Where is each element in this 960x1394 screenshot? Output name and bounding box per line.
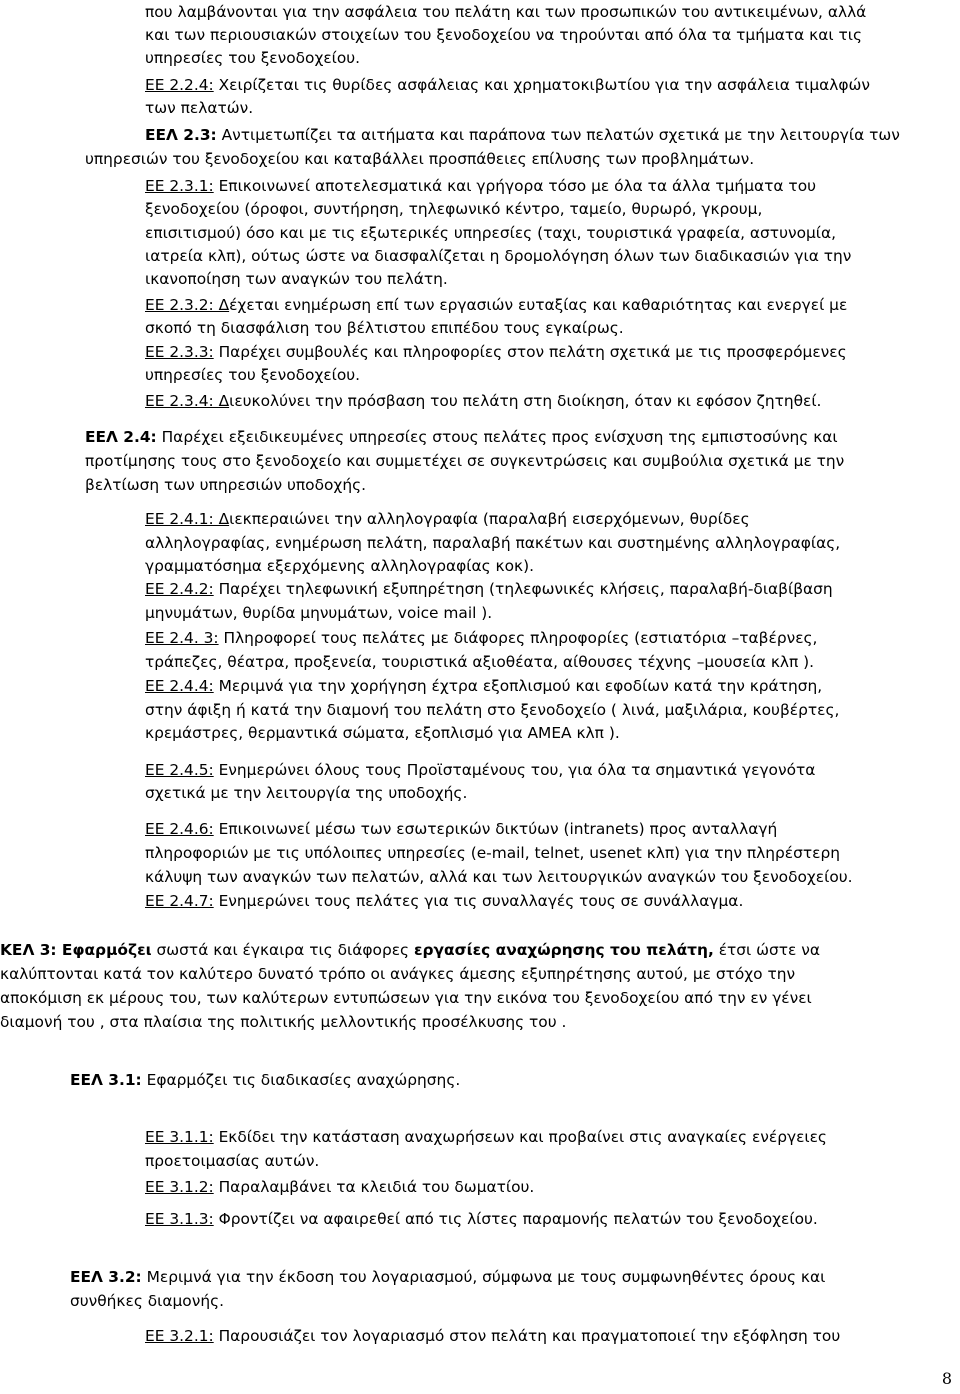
text-line: αποκόμιση εκ μέρους του, των καλύτερων εντυπώσεων για την εικόνα του ξενοδοχείου από την εν γένει	[0, 989, 812, 1007]
text-line: διαμονή του , στα πλαίσια της πολιτικής μελλοντικής προσέλκυσης του .	[0, 1013, 567, 1031]
item-code: ΕΕ 2.3.1:	[145, 177, 214, 195]
text-line: Αντιμετωπίζει τα αιτήματα και παράπονα των πελατών σχετικά με την λειτουργία των	[216, 126, 900, 144]
text-line: Παρουσιάζει τον λογαριασμό στον πελάτη και πραγματοποιεί την εξόφληση του	[213, 1327, 841, 1345]
section-heading: ΚΕΛ 3: Εφαρμόζει	[0, 941, 152, 959]
text-line: Πληροφορεί τους πελάτες με διάφορες πληροφορίες (εστιατόρια –ταβέρνες,	[218, 629, 818, 647]
item-code: ΕΕΛ 3.2:	[70, 1268, 142, 1286]
item-code: ΕΕ 2.4.1: Δ	[145, 510, 230, 528]
item-code: ΕΕ 2.3.2: Δ	[145, 296, 230, 314]
item-code: ΕΕΛ 2.3:	[145, 126, 217, 144]
text-line: γραμματόσημα εξερχόμενης αλληλογραφίας κοκ).	[145, 557, 535, 575]
text-line: στην άφιξη ή κατά την διαμονή του πελάτη στο ξενοδοχείο ( λινά, μαξιλάρια, κουβέρτες,	[145, 701, 840, 719]
emphasis-text: εργασίες αναχώρησης του πελάτη,	[413, 941, 714, 959]
text-line: ιεκπεραιώνει την αλληλογραφία (παραλαβή εισερχόμενων, θυρίδες	[229, 510, 750, 528]
text-line: Παρέχει εξειδικευμένες υπηρεσίες στους πελάτες προς ενίσχυση της εμπιστοσύνης και	[156, 428, 838, 446]
text-line: έτσι ώστε να	[713, 941, 821, 959]
text-line: σκοπό τη διασφάλιση του βέλτιστου επιπέδου τους εγκαίρως.	[145, 319, 624, 337]
item-code: ΕΕ 3.1.3:	[145, 1210, 214, 1228]
item-code: ΕΕΛ 3.1:	[70, 1071, 142, 1089]
text-line: ιατρεία κλπ), ούτως ώστε να διασφαλίζεται η δρομολόγηση όλων των διαδικασιών για την	[145, 247, 852, 265]
item-code: ΕΕ 2.4.7:	[145, 892, 214, 910]
item-code: ΕΕ 2.4.2:	[145, 580, 214, 598]
text-line: προετοιμασίας αυτών.	[145, 1152, 320, 1170]
text-line: Χειρίζεται τις θυρίδες ασφάλειας και χρηματοκιβωτίου για την ασφάλεια τιμαλφών	[213, 76, 871, 94]
text-line: Επικοινωνεί μέσω των εσωτερικών δικτύων (intranets) προς ανταλλαγή	[213, 820, 778, 838]
text-line: των πελατών.	[145, 99, 254, 117]
item-code: ΕΕ 3.1.2:	[145, 1178, 214, 1196]
text-line: προτίμησης τους στο ξενοδοχείο και συμμετέχει σε συγκεντρώσεις και συμβούλια σχετικά με την	[85, 452, 845, 470]
text-line: πληροφοριών με τις υπόλοιπες υπηρεσίες (e-mail, telnet, usenet κλπ) για την πληρέστερη	[145, 844, 840, 862]
text-line: βελτίωση των υπηρεσιών υποδοχής.	[85, 476, 366, 494]
text-line: Ενημερώνει τους πελάτες για τις συναλλαγές τους σε συνάλλαγμα.	[213, 892, 744, 910]
text-line: υπηρεσίες του ξενοδοχείου.	[145, 366, 361, 384]
page-number: 8	[941, 1369, 952, 1388]
text-line: έχεται ενημέρωση επί των εργασιών ευταξίας και καθαριότητας και ενεργεί με	[229, 296, 848, 314]
text-line: ξενοδοχείου (όροφοι, συντήρηση, τηλεφωνικό κέντρο, ταμείο, θυρωρό, γκρουμ,	[145, 200, 763, 218]
text-line: κρεμάστρες, θερμαντικά σώματα, εξοπλισμό για ΑΜΕΑ κλπ ).	[145, 724, 620, 742]
item-code: ΕΕ 2.4.5:	[145, 761, 214, 779]
text-line: τράπεζες, θέατρα, προξενεία, τουριστικά αξιοθέατα, αίθουσες τέχνης –μουσεία κλπ ).	[145, 653, 815, 671]
text-line: καλύπτονται κατά τον καλύτερο δυνατό τρόπο οι ανάγκες άμεσης εξυπηρέτησης αυτού, με στόχο την	[0, 965, 796, 983]
text-line: αλληλογραφίας, ενημέρωση πελάτη, παραλαβή πακέτων και συστημένης αλληλογραφίας,	[145, 534, 841, 552]
text-line: σωστά και έγκαιρα τις διάφορες	[151, 941, 414, 959]
text-line: Επικοινωνεί αποτελεσματικά και γρήγορα τόσο με όλα τα άλλα τμήματα του	[213, 177, 817, 195]
text-line: ιευκολύνει την πρόσβαση του πελάτη στη διοίκηση, όταν κι εφόσον ζητηθεί.	[229, 392, 822, 410]
text-line: Παραλαμβάνει τα κλειδιά του δωματίου.	[213, 1178, 535, 1196]
item-code: ΕΕ 2.4.6:	[145, 820, 214, 838]
text-line: Μεριμνά για την έκδοση του λογαριασμού, σύμφωνα με τους συμφωνηθέντες όρους και	[141, 1268, 826, 1286]
item-code: ΕΕ 2.3.3:	[145, 343, 214, 361]
text-line: κάλυψη των αναγκών των πελατών, αλλά και των λειτουργικών αναγκών του ξενοδοχείου.	[145, 868, 853, 886]
text-line: υπηρεσίες του ξενοδοχείου.	[145, 49, 361, 67]
text-line: Ενημερώνει όλους τους Προϊσταμένους του, για όλα τα σημαντικά γεγονότα	[213, 761, 816, 779]
text-line: σχετικά με την λειτουργία της υποδοχής.	[145, 784, 468, 802]
text-line: μηνυμάτων, θυρίδα μηνυμάτων, voice mail ).	[145, 604, 493, 622]
text-line: ικανοποίηση των αναγκών του πελάτη.	[145, 270, 448, 288]
text-line: Παρέχει συμβουλές και πληροφορίες στον πελάτη σχετικά με τις προσφερόμενες	[213, 343, 847, 361]
text-line: Φροντίζει να αφαιρεθεί από τις λίστες παραμονής πελατών του ξενοδοχείου.	[213, 1210, 818, 1228]
text-line: συνθήκες διαμονής.	[70, 1292, 224, 1310]
item-code: ΕΕΛ 2.4:	[85, 428, 157, 446]
text-line: Μεριμνά για την χορήγηση έχτρα εξοπλισμού και εφοδίων κατά την κράτηση,	[213, 677, 823, 695]
text-line: και των περιουσιακών στοιχείων του ξενοδοχείου να τηρούνται από όλα τα τμήματα και τις	[145, 26, 863, 44]
item-code: ΕΕ 3.1.1:	[145, 1128, 214, 1146]
text-line: που λαμβάνονται για την ασφάλεια του πελάτη και των προσωπικών του αντικειμένων, αλλά	[145, 3, 867, 21]
text-line: υπηρεσιών του ξενοδοχείου και καταβάλλει προσπάθειες επίλυσης των προβλημάτων.	[85, 150, 755, 168]
text-line: Εκδίδει την κατάσταση αναχωρήσεων και προβαίνει στις αναγκαίες ενέργειες	[213, 1128, 827, 1146]
text-line: Εφαρμόζει τις διαδικασίες αναχώρησης.	[141, 1071, 461, 1089]
text-line: επισιτισμού) όσο και με τις εξωτερικές υπηρεσίες (ταχι, τουριστικά γραφεία, αστυνομία,	[145, 224, 837, 242]
item-code: ΕΕ 3.2.1:	[145, 1327, 214, 1345]
item-code: ΕΕ 2.4. 3:	[145, 629, 219, 647]
text-line: Παρέχει τηλεφωνική εξυπηρέτηση (τηλεφωνικές κλήσεις, παραλαβή-διαβίβαση	[213, 580, 833, 598]
item-code: ΕΕ 2.4.4:	[145, 677, 214, 695]
item-code: ΕΕ 2.3.4: Δ	[145, 392, 230, 410]
item-code: ΕΕ 2.2.4:	[145, 76, 214, 94]
